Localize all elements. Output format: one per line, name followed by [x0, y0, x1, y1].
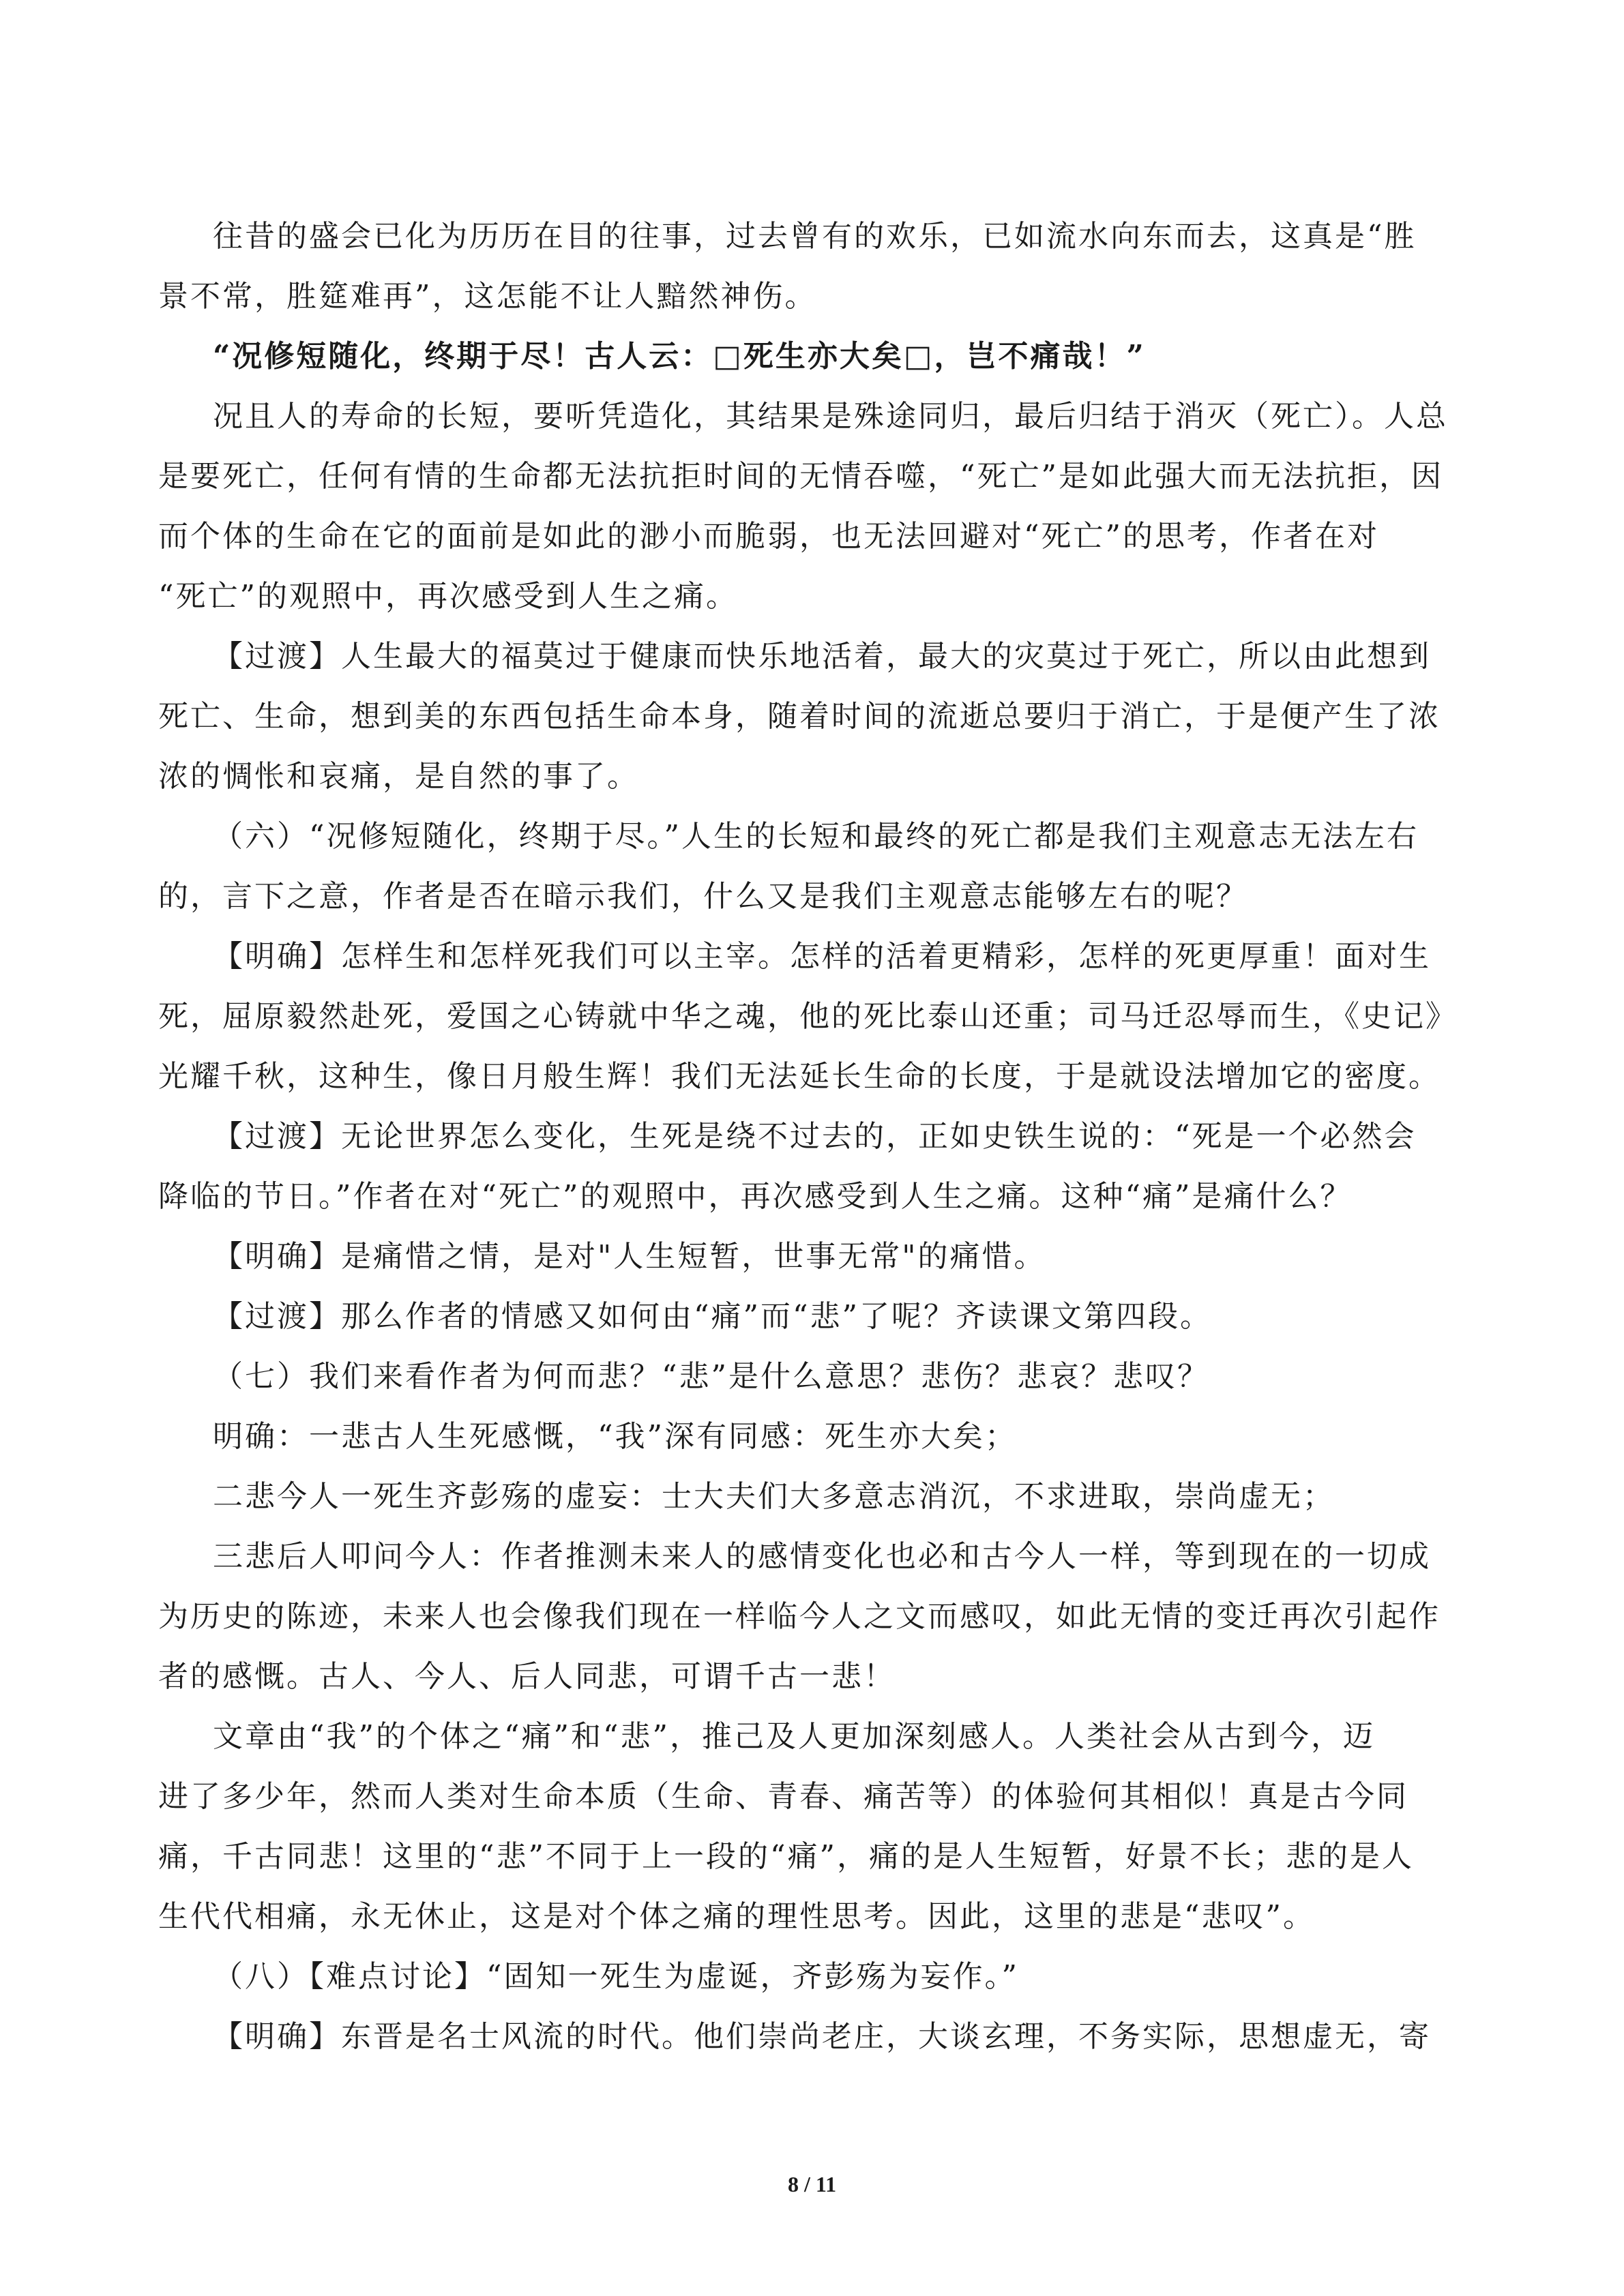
text-line: 是要死亡，任何有情的生命都无法抗拒时间的无情吞噬，“死亡”是如此强大而无法抗拒，因 [158, 459, 1443, 494]
page-number: 8 / 11 [787, 2172, 837, 2196]
text-line: 【过渡】无论世界怎么变化，生死是绕不过去的，正如史铁生说的：“死是一个必然会 [213, 1119, 1417, 1154]
text-line: 光耀千秋，这种生，像日月般生辉！我们无法延长生命的长度，于是就设法增加它的密度。 [158, 1059, 1441, 1094]
text-line: 景不常，胜筵难再”，这怎能不让人黯然神伤。 [158, 279, 817, 314]
text-line: 明确：一悲古人生死感慨，“我”深有同感：死生亦大矣； [213, 1419, 1017, 1454]
text-line: 况且人的寿命的长短，要听凭造化，其结果是殊途同归，最后归结于消灭（死亡）。人总 [213, 399, 1448, 434]
text-line: “死亡”的观照中，再次感受到人生之痛。 [158, 579, 738, 614]
text-line: 者的感慨。古人、今人、后人同悲，可谓千古一悲！ [158, 1659, 896, 1694]
text-line: 【过渡】人生最大的福莫过于健康而快乐地活着，最大的灾莫过于死亡，所以由此想到 [213, 639, 1431, 674]
text-line: 【过渡】那么作者的情感又如何由“痛”而“悲”了呢？齐读课文第四段。 [213, 1299, 1212, 1334]
text-line: 的，言下之意，作者是否在暗示我们，什么又是我们主观意志能够左右的呢？ [158, 879, 1248, 914]
quote-heading: “况修短随化，终期于尽！古人云：□死生亦大矣□，岂不痛哉！” [213, 339, 1146, 374]
text-line: （八）【难点讨论】“固知一死生为虚诞，齐彭殇为妄作。” [213, 1959, 1019, 1994]
text-line: 痛，千古同悲！这里的“悲”不同于上一段的“痛”，痛的是人生短暂，好景不长；悲的是人 [158, 1839, 1414, 1874]
text-line: 降临的节日。”作者在对“死亡”的观照中，再次感受到人生之痛。这种“痛”是痛什么？ [158, 1179, 1353, 1214]
text-line: 文章由“我”的个体之“痛”和“悲”，推己及人更加深刻感人。人类社会从古到今，迈 [213, 1719, 1375, 1754]
text-line: 【明确】是痛惜之情，是对"人生短暂，世事无常"的痛惜。 [213, 1239, 1046, 1274]
text-line: 浓的惆怅和哀痛，是自然的事了。 [158, 759, 639, 794]
text-line: 生代代相痛，永无休止，这是对个体之痛的理性思考。因此，这里的悲是“悲叹”。 [158, 1899, 1315, 1934]
text-line: 进了多少年，然而人类对生命本质（生命、青春、痛苦等）的体验何其相似！真是古今同 [158, 1779, 1408, 1814]
text-line: 死亡、生命，想到美的东西包括生命本身，随着时间的流逝总要归于消亡，于是便产生了浓 [158, 699, 1441, 734]
text-line: 三悲后人叩问今人：作者推测未来人的感情变化也必和古今人一样，等到现在的一切成 [213, 1539, 1431, 1574]
text-line: 而个体的生命在它的面前是如此的渺小而脆弱，也无法回避对“死亡”的思考，作者在对 [158, 519, 1379, 554]
text-line: 二悲今人一死生齐彭殇的虚妄：士大夫们大多意志消沉，不求进取，崇尚虚无； [213, 1479, 1335, 1514]
text-line: （七）我们来看作者为何而悲？“悲”是什么意思？悲伤？悲哀？悲叹？ [213, 1359, 1209, 1394]
text-line: 往昔的盛会已化为历历在目的往事，过去曾有的欢乐，已如流水向东而去，这真是“胜 [213, 219, 1417, 254]
text-line: 【明确】怎样生和怎样死我们可以主宰。怎样的活着更精彩，怎样的死更厚重！面对生 [213, 939, 1431, 974]
text-line: 死，屈原毅然赴死，爱国之心铸就中华之魂，他的死比泰山还重；司马迁忍辱而生，《史记》 [158, 999, 1458, 1034]
text-line: 为历史的陈迹，未来人也会像我们现在一样临今人之文而感叹，如此无情的变迁再次引起作 [158, 1599, 1441, 1634]
text-line: （六）“况修短随化，终期于尽。”人生的长短和最终的死亡都是我们主观意志无法左右 [213, 819, 1419, 854]
text-line: 【明确】东晋是名士风流的时代。他们崇尚老庄，大谈玄理，不务实际，思想虚无，寄 [213, 2019, 1431, 2054]
